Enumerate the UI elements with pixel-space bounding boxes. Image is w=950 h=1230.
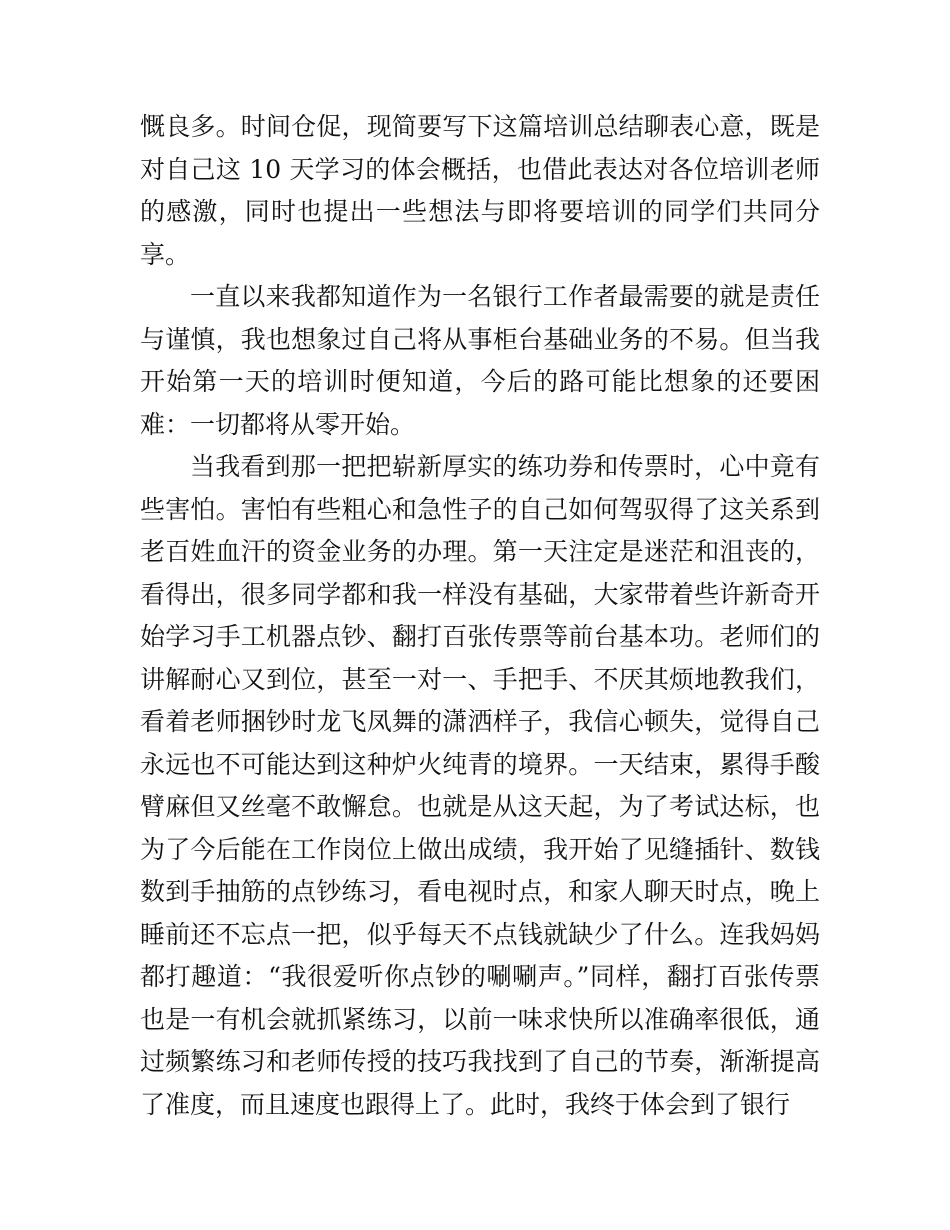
paragraph-1: 慨良多。时间仓促，现简要写下这篇培训总结聊表心意，既是对自己这 10 天学习的体会概括，也借此表达对各位培训老师的感激，同时也提出一些想法与即将要培训的同学们共同分享。 (140, 112, 820, 269)
document-body (140, 106, 820, 1126)
paragraph-3: 当我看到那一把把崭新厚实的练功券和传票时，心中竟有些害怕。害怕有些粗心和急性子的自己如何驾驭得了这关系到老百姓血汗的资金业务的办理。第一天注定是迷茫和沮丧的，看得出，很多同学都和我一样没有基础，大家带着些许新奇开始学习手工机器点钞、翻打百张传票等前台基本功。老师们的讲解耐心又到位，甚至一对一、手把手、不厌其烦地教我们，看着老师捆钞时龙飞凤舞的潇洒样子，我信心顿失，觉得自己永远也不可能达到这种炉火纯青的境界。一天结束，累得手酸臂麻但又丝毫不敢懈怠。也就是从这天起，为了考试达标，也为了今后能在工作岗位上做出成绩，我开始了见缝插针、数钱数到手抽筋的点钞练习，看电视时点，和家人聊天时点，晚上睡前还不忘点一把，似乎每天不点钱就缺少了什么。连我妈妈都打趣道：“我很爱听你点钞的唰唰声。”同样，翻打百张传票也是一有机会就抓紧练习，以前一味求快所以准确率很低，通过频繁练习和老师传授的技巧我找到了自己的节奏，渐渐提高了准度，而且速度也跟得上了。此时，我终于体会到了银行 (140, 452, 820, 1119)
paragraph-2: 一直以来我都知道作为一名银行工作者最需要的就是责任与谨慎，我也想象过自己将从事柜台基础业务的不易。但当我开始第一天的培训时便知道，今后的路可能比想象的还要困难：一切都将从零开始。 (140, 282, 820, 439)
